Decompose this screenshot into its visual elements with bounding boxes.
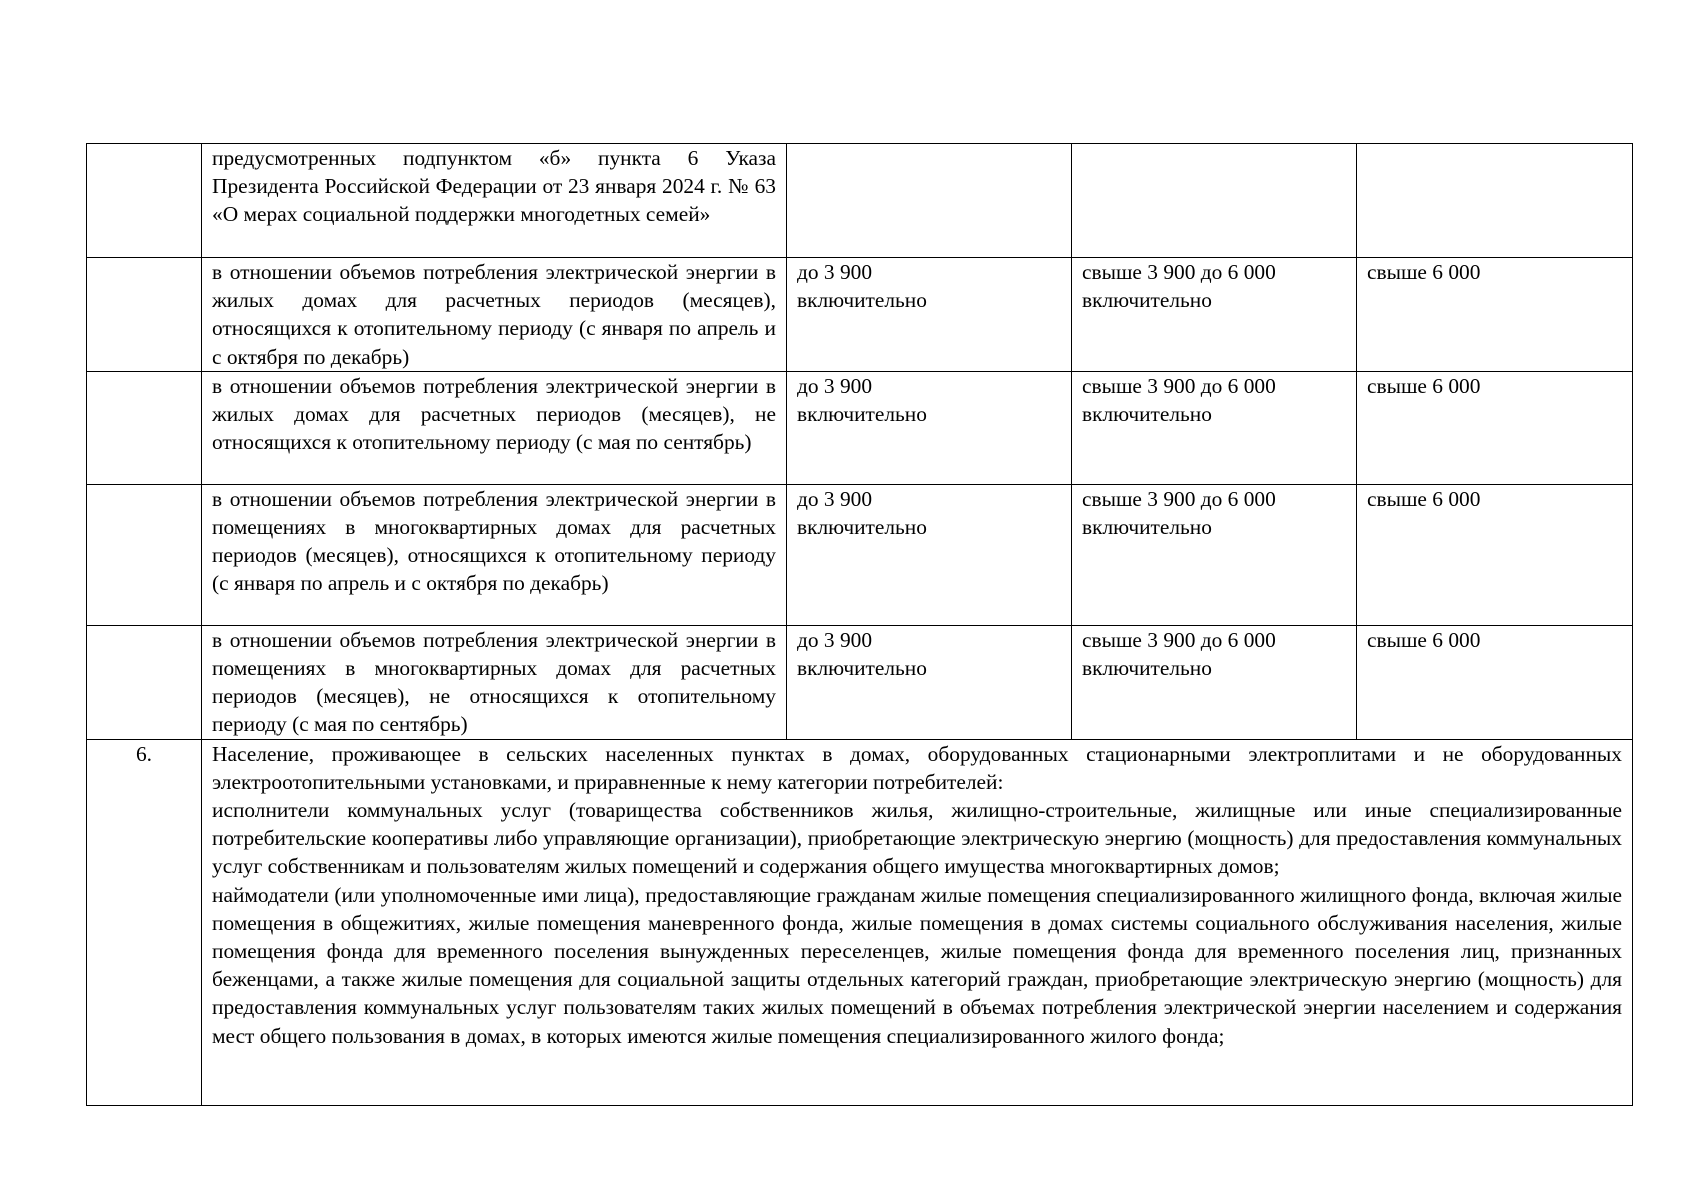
row-number-cell	[87, 144, 202, 258]
band1-cell	[787, 258, 1072, 372]
band2-cell	[1072, 144, 1357, 258]
band3-cell: свыше 6 000	[1357, 484, 1633, 625]
section-6-paragraph: исполнители коммунальных услуг (товарищества собственников жилья, жилищно-строительные, жилищные или иные специализированные потребительские кооперативы либо управляющие организации), приобретающие электрическую энергию (мощность) для предоставления коммунальных услуг собственникам и пользователям жилых помещений и содержания общего имущества многоквартирных домов;	[212, 798, 1622, 879]
band1-qualifier: включительно	[797, 402, 927, 427]
section-6-row	[87, 739, 1633, 1105]
row-description-cell: в отношении объемов потребления электрической энергии в помещениях в многоквартирных домах для расчетных периодов (месяцев), относящихся к отопительному периоду (с января по апрель и с октября по декабрь)	[202, 484, 787, 625]
band2-cell	[1072, 484, 1357, 625]
band1-qualifier: включительно	[797, 515, 927, 540]
table-row	[87, 625, 1633, 739]
table-row	[87, 371, 1633, 484]
row-description-cell: в отношении объемов потребления электрической энергии в жилых домах для расчетных периодов (месяцев), относящихся к отопительному периоду (с января по апрель и с октября по декабрь)	[202, 258, 787, 372]
row-description-cell: предусмотренных подпунктом «б» пункта 6 Указа Президента Российской Федерации от 23 января 2024 г. № 63 «О мерах социальной поддержки многодетных семей»	[202, 144, 787, 258]
row-number-cell	[87, 625, 202, 739]
band1-cell	[787, 625, 1072, 739]
band2-value: свыше 3 900 до 6 000	[1082, 260, 1276, 284]
band1-cell	[787, 371, 1072, 484]
band2-value: свыше 3 900 до 6 000	[1082, 486, 1276, 511]
band3-cell: свыше 6 000	[1357, 371, 1633, 484]
table-row	[87, 144, 1633, 258]
band1-value: до 3 900	[797, 486, 873, 511]
section-6-paragraph: наймодатели (или уполномоченные ими лица), предоставляющие гражданам жилые помещения специализированного жилищного фонда, включая жилые помещения в общежитиях, жилые помещения маневренного фонда, жилые помещения в домах системы социального обслуживания населения, жилые помещения фонда для временного поселения вынужденных переселенцев, жилые помещения фонда для временного поселения лиц, признанных беженцами, а также жилые помещения для социальной защиты отдельных категорий граждан, приобретающие электрическую энергию (мощность) для предоставления коммунальных услуг пользователям таких жилых помещений в объемах потребления электрической энергии населением и содержания мест общего пользования в домах, в которых имеются жилые помещения специализированного жилого фонда;	[212, 882, 1622, 1048]
row-number-cell	[87, 371, 202, 484]
band1-cell	[787, 484, 1072, 625]
band3-cell: свыше 6 000	[1357, 258, 1633, 372]
band2-value: свыше 3 900 до 6 000	[1082, 373, 1276, 398]
band1-value: до 3 900	[797, 260, 873, 284]
row-number-cell	[87, 484, 202, 625]
band2-value: свыше 3 900 до 6 000	[1082, 627, 1276, 652]
band3-cell: свыше 6 000	[1357, 625, 1633, 739]
band1-qualifier: включительно	[797, 656, 927, 681]
table-row	[87, 258, 1633, 372]
band1-cell	[787, 144, 1072, 258]
band1-value: до 3 900	[797, 373, 873, 398]
row-number-cell	[87, 258, 202, 372]
row-description-cell: в отношении объемов потребления электрической энергии в помещениях в многоквартирных домах для расчетных периодов (месяцев), не относящихся к отопительному периоду (с мая по сентябрь)	[202, 625, 787, 739]
band3-cell	[1357, 144, 1633, 258]
tariff-table	[86, 143, 1633, 1106]
band2-qualifier: включительно	[1082, 656, 1212, 681]
band1-qualifier: включительно	[797, 288, 927, 313]
section-6-text-cell	[202, 739, 1633, 1105]
section-6-paragraph: Население, проживающее в сельских населенных пунктах в домах, оборудованных стационарными электроплитами и не оборудованных электроотопительными установками, и приравненные к нему категории потребителей:	[212, 741, 1622, 794]
section-6-number: 6.	[87, 739, 202, 1105]
band2-cell	[1072, 258, 1357, 372]
band2-qualifier: включительно	[1082, 288, 1212, 313]
band2-cell	[1072, 371, 1357, 484]
table-row	[87, 484, 1633, 625]
band2-qualifier: включительно	[1082, 515, 1212, 540]
band2-qualifier: включительно	[1082, 402, 1212, 427]
band1-value: до 3 900	[797, 627, 873, 652]
band2-cell	[1072, 625, 1357, 739]
row-description-cell: в отношении объемов потребления электрической энергии в жилых домах для расчетных периодов (месяцев), не относящихся к отопительному периоду (с мая по сентябрь)	[202, 371, 787, 484]
